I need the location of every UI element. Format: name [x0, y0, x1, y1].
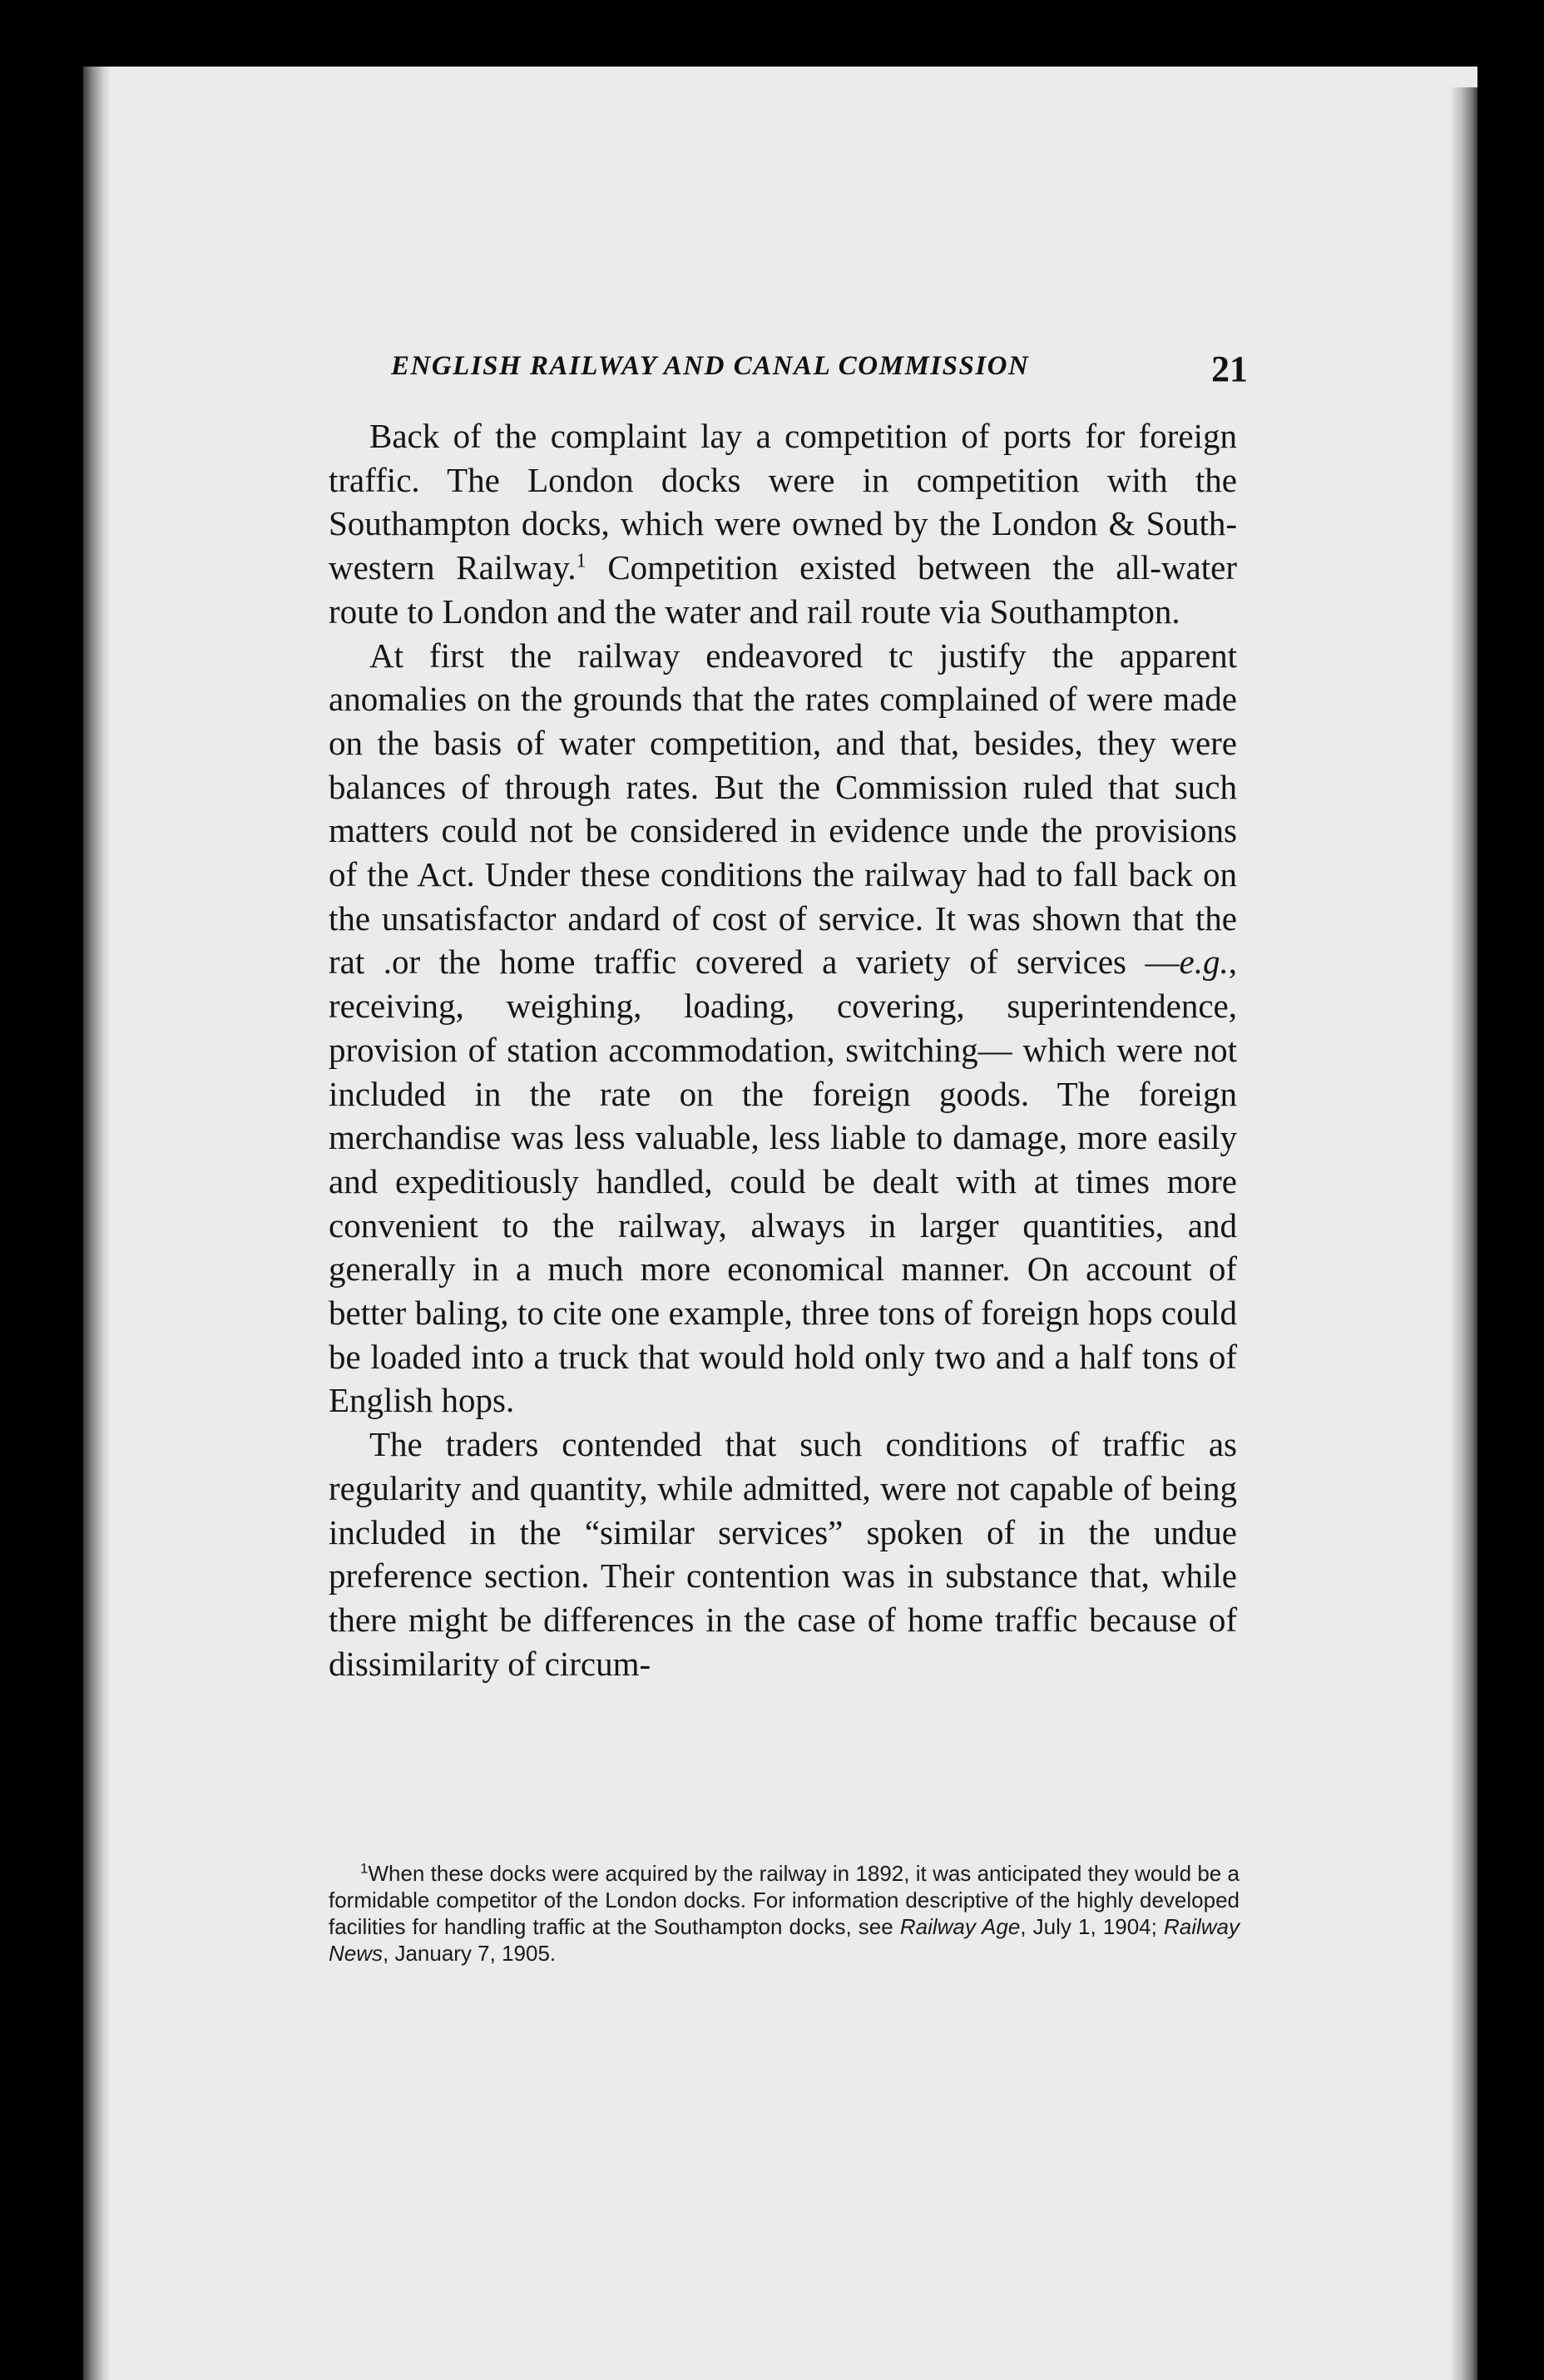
- paragraph-1-text-b: Competition existed between the all-water route to London and the water and rail route via Southampton.: [329, 548, 1238, 631]
- footnote-reference: 1: [576, 550, 586, 572]
- paragraph-1-text-a: Back of the complaint lay a competition of ports for foreign traffic. The London docks were in competition with the Southampton docks, which were owned by the London & South-western Railway.: [329, 417, 1237, 587]
- paragraph-1: [329, 414, 1237, 634]
- paragraph-2-emphasis: e.g.: [1179, 943, 1229, 982]
- footnote-mark: 1: [360, 1860, 369, 1877]
- page-header: [391, 351, 1248, 401]
- running-head: ENGLISH RAILWAY AND CANAL COMMISSION: [391, 351, 1030, 381]
- footnote-text-a: When these docks were acquired by the railway in 1892, it was anticipated they would be a formidable competitor of the London docks. For information descriptive of the highly developed facilities for handling traffic at the Southampton docks, see: [329, 1861, 1240, 1939]
- footnote-text-b: , July 1, 1904;: [1020, 1914, 1164, 1939]
- footnote-citation-1: Railway Age: [899, 1914, 1021, 1939]
- paragraph-3: The traders contended that such conditions of traffic as regularity and quantity, while admitted, were not capable of being included in the “similar services” spoken of in the undue preference section. Their contention was in substance that, while there might be differences in the case of home traffic because of dissimilarity of circum-: [329, 1425, 1237, 1683]
- footnotes: [329, 1860, 1240, 1967]
- footnote-citation-2: Railway News: [329, 1914, 1240, 1966]
- footnote-1: [329, 1860, 1240, 1967]
- body-text: [329, 414, 1237, 1685]
- paragraph-2-text-b: , receiving, weighing, loading, covering, superintendence, provision of station accommodation, switching— which were not included in the rate on the foreign goods. The foreign merchandise was less valuable, less liable to damage, more easily and expeditiously handled, could be dealt with at times more convenient to the railway, always in larger quantities, and generally in a much more economical manner. On account of better baling, to cite one example, three tons of foreign hops could be loaded into a truck that would hold only two and a half tons of English hops.: [329, 943, 1237, 1420]
- page-gutter-left: [83, 67, 110, 2380]
- footnote-text-c: , January 7, 1905.: [383, 1941, 557, 1966]
- paragraph-2: [329, 634, 1237, 1423]
- page-gutter-right: [1451, 87, 1477, 2380]
- paragraph-2-text-a: At first the railway endeavored tc justify the apparent anomalies on the grounds that the rates complained of were made on the basis of water competition, and that, besides, they were balances of through rates. But the Commission ruled that such matters could not be considered in evidence unde the provisions of the Act. Under these conditions the railway had to fall back on the unsatisfactor andard of cost of service. It was shown that the rat .or the home traffic covered a variety of services —: [329, 636, 1237, 982]
- page-number: 21: [1211, 349, 1248, 389]
